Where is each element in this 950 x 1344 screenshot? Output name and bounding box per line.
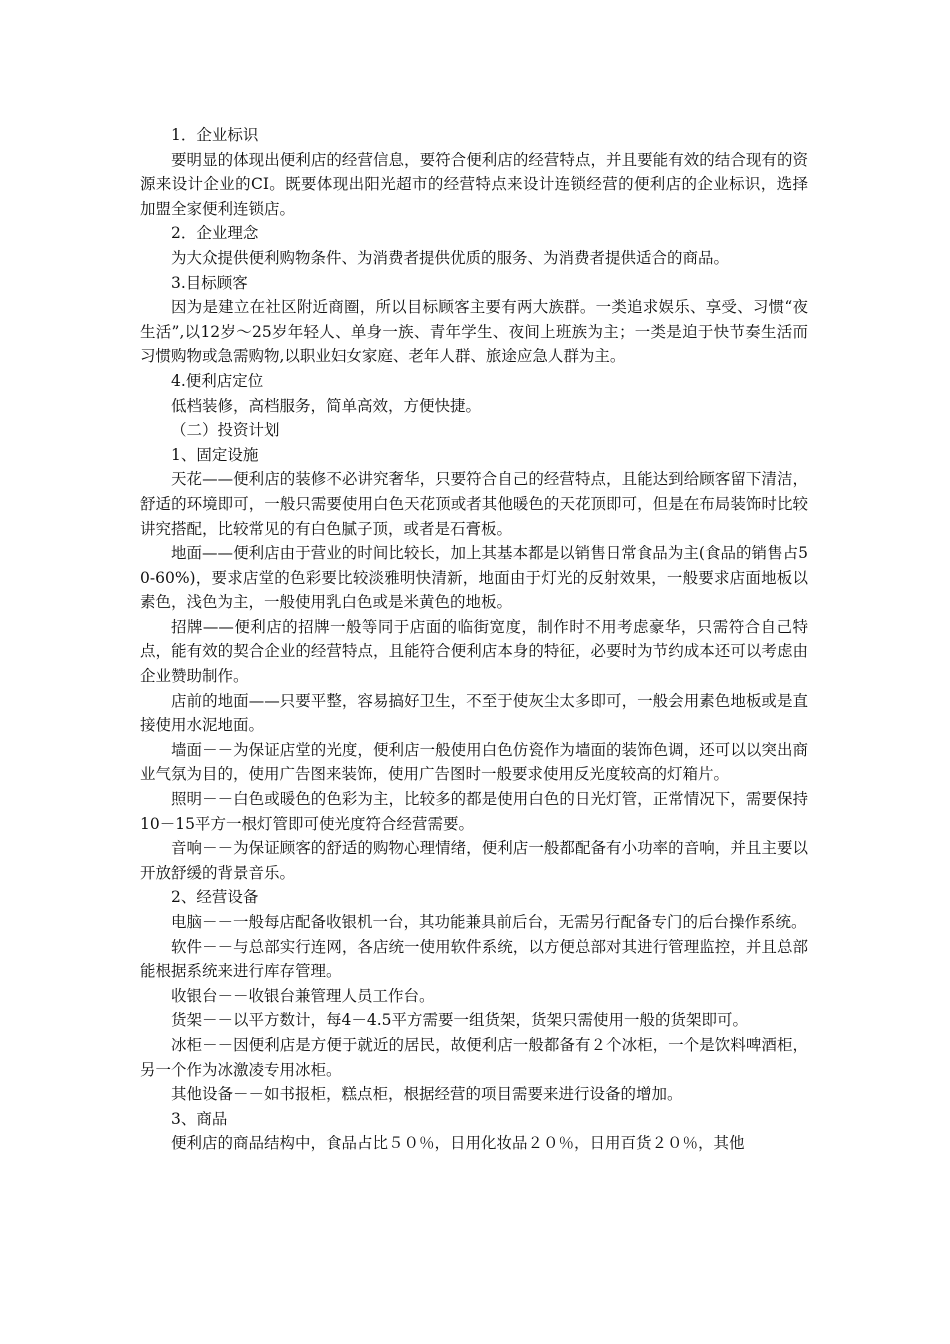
paragraph-shelves: 货架－－以平方数计，每4－4.5平方需要一组货架，货架只需使用一般的货架即可。 [171, 1011, 749, 1030]
paragraph-corporate-identity: 要明显的体现出便利店的经营信息，要符合便利店的经营特点，并且要能有效的结合现有的资源来设计企业的CI。既要体现出阳光超市的经营特点来设计连锁经营的便利店的企业标识，选择加盟全家便利连锁店。 [140, 150, 808, 218]
paragraph-software: 软件－－与总部实行连网，各店统一使用软件系统，以方便总部对其进行管理监控，并且总部能根据系统来进行库存管理。 [140, 937, 808, 981]
paragraph-store-positioning: 低档装修，高档服务，简单高效，方便快捷。 [171, 396, 482, 415]
heading-operating-equipment: 2、经营设备 [171, 888, 259, 907]
paragraph-lighting: 照明－－白色或暖色的色彩为主，比较多的都是使用白色的日光灯管，正常情况下，需要保持10－15平方一根灯管即可使光度符合经营需要。 [140, 790, 808, 833]
paragraph-cashier-desk: 收银台－－收银台兼管理人员工作台。 [171, 986, 435, 1005]
paragraph-floor: 地面——便利店由于营业的时间比较长，加上其基本都是以销售日常食品为主(食品的销售占50-60%)，要求店堂的色彩要比较淡雅明快清新，地面由于灯光的反射效果，一般要求店面地板以素色，浅色为主，一般使用乳白色或是米黄色的地板。 [140, 544, 808, 612]
paragraph-freezers: 冰柜－－因便利店是方便于就近的居民，故便利店一般都备有２个冰柜，一个是饮料啤酒柜，另一个作为冰激凌专用冰柜。 [140, 1035, 808, 1079]
heading-fixed-facilities: 1、固定设施 [171, 445, 259, 464]
heading-merchandise: 3、商品 [171, 1109, 228, 1128]
document-body [140, 123, 808, 1156]
paragraph-signboard: 招牌——便利店的招牌一般等同于店面的临街宽度，制作时不用考虑豪华，只需符合自己特点，能有效的契合企业的经营特点，且能符合便利店本身的特征，必要时为节约成本还可以考虑由企业赞助制作。 [140, 617, 808, 686]
paragraph-audio: 音响－－为保证顾客的舒适的购物心理情绪，便利店一般都配备有小功率的音响，并且主要以开放舒缓的背景音乐。 [140, 839, 808, 882]
paragraph-merchandise-structure: 便利店的商品结构中，食品占比５０％，日用化妆品２０％，日用百货２０％，其他 [171, 1134, 745, 1153]
paragraph-target-customers: 因为是建立在社区附近商圈，所以目标顾客主要有两大族群。一类追求娱乐、享受、习惯“夜生活”,以12岁～25岁年轻人、单身一族、青年学生、夜间上班族为主；一类是迫于快节奏生活而习惯购物或急需购物,以职业妇女家庭、老年人群、旅途应急人群为主。 [140, 298, 808, 366]
heading-corporate-identity: 1．企业标识 [171, 126, 259, 144]
paragraph-storefront-ground: 店前的地面——只要平整，容易搞好卫生，不至于使灰尘太多即可，一般会用素色地板或是直接使用水泥地面。 [140, 691, 808, 735]
paragraph-other-equipment: 其他设备－－如书报柜，糕点柜，根据经营的项目需要来进行设备的增加。 [171, 1085, 683, 1104]
heading-store-positioning: 4.便利店定位 [171, 371, 264, 390]
heading-target-customers: 3.目标顾客 [171, 273, 248, 292]
section-heading-investment-plan: （二）投资计划 [171, 421, 280, 440]
heading-corporate-philosophy: 2．企业理念 [171, 224, 259, 243]
paragraph-corporate-philosophy: 为大众提供便利购物条件、为消费者提供优质的服务、为消费者提供适合的商品。 [171, 248, 730, 267]
paragraph-computer: 电脑－－一般每店配备收银机一台，其功能兼具前后台，无需另行配备专门的后台操作系统。 [171, 913, 807, 931]
paragraph-ceiling: 天花——便利店的装修不必讲究奢华，只要符合自己的经营特点，且能达到给顾客留下清洁，舒适的环境即可，一般只需要使用白色天花顶或者其他暖色的天花顶即可，但是在布局装饰时比较讲究搭配，比较常见的有白色腻子顶，或者是石膏板。 [140, 470, 808, 538]
paragraph-walls: 墙面－－为保证店堂的光度，便利店一般使用白色仿瓷作为墙面的装饰色调，还可以以突出商业气氛为目的，使用广告图来装饰，使用广告图时一般要求使用反光度较高的灯箱片。 [140, 740, 808, 784]
